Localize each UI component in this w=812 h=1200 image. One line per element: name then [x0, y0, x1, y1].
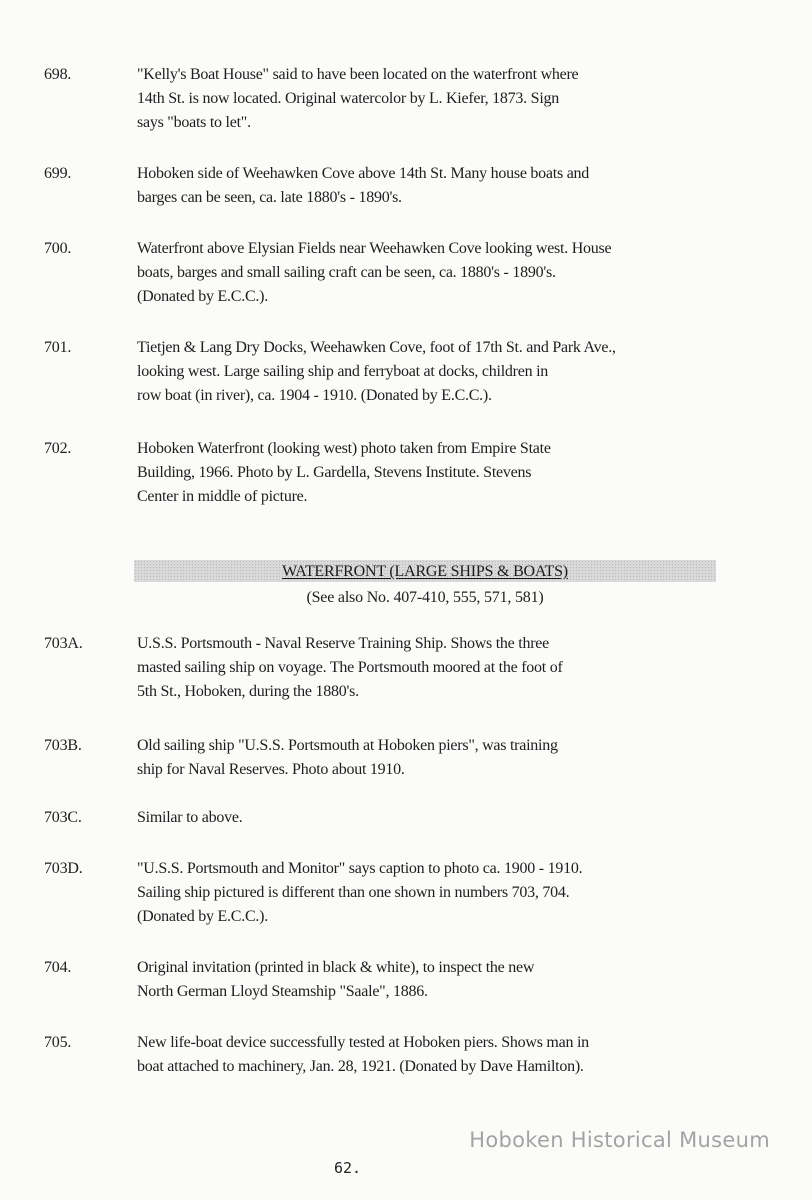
entry-line: Hoboken Waterfront (looking west) photo taken from Empire State [137, 440, 551, 457]
entry-line: ship for Naval Reserves. Photo about 1910. [137, 761, 405, 778]
entry-line: Old sailing ship "U.S.S. Portsmouth at Hoboken piers", was training [137, 737, 558, 754]
entry-line: North German Lloyd Steamship "Saale", 1886. [137, 983, 428, 1000]
entry-line: New life-boat device successfully tested at Hoboken piers. Shows man in [137, 1034, 589, 1051]
entry-number: 701. [44, 339, 72, 356]
page-number: 62. [334, 1159, 362, 1177]
museum-watermark: Hoboken Historical Museum [469, 1128, 770, 1152]
entry-line: 5th St., Hoboken, during the 1880's. [137, 683, 359, 700]
entry-line: (Donated by E.C.C.). [137, 908, 268, 925]
entry-number: 703B. [44, 737, 82, 754]
entry-line: Building, 1966. Photo by L. Gardella, Stevens Institute. Stevens [137, 464, 532, 481]
entry-line: Sailing ship pictured is different than one shown in numbers 703, 704. [137, 884, 570, 901]
entry-number: 703A. [44, 635, 83, 652]
entry-line: barges can be seen, ca. late 1880's - 1890's. [137, 189, 402, 206]
entry-line: boat attached to machinery, Jan. 28, 1921. (Donated by Dave Hamilton). [137, 1058, 584, 1075]
entry-line: says "boats to let". [137, 114, 251, 131]
entry-number: 704. [44, 959, 72, 976]
entry-line: Original invitation (printed in black & white), to inspect the new [137, 959, 535, 976]
entry-number: 703C. [44, 809, 82, 826]
section-see-also: (See also No. 407-410, 555, 571, 581) [306, 589, 544, 606]
entry-line: masted sailing ship on voyage. The Portsmouth moored at the foot of [137, 659, 563, 676]
entry-line: looking west. Large sailing ship and ferryboat at docks, children in [137, 363, 549, 380]
entry-description [137, 63, 697, 135]
entry-description [137, 734, 697, 782]
entry-number: 705. [44, 1034, 72, 1051]
entry-line: "Kelly's Boat House" said to have been located on the waterfront where [137, 66, 579, 83]
entry-number: 700. [44, 240, 72, 257]
entry-number: 699. [44, 165, 72, 182]
entry-description [137, 336, 697, 408]
entry-line: U.S.S. Portsmouth - Naval Reserve Training Ship. Shows the three [137, 635, 549, 652]
entry-line: Waterfront above Elysian Fields near Weehawken Cove looking west. House [137, 240, 612, 257]
entry-number: 702. [44, 440, 72, 457]
entry-line: Hoboken side of Weehawken Cove above 14th St. Many house boats and [137, 165, 590, 182]
entry-number: 703D. [44, 860, 83, 877]
entry-line: Similar to above. [137, 809, 243, 826]
entry-line: 14th St. is now located. Original watercolor by L. Kiefer, 1873. Sign [137, 90, 560, 107]
entry-description [137, 437, 697, 509]
entry-line: (Donated by E.C.C.). [137, 288, 268, 305]
entry-description [137, 857, 697, 929]
section-title: WATERFRONT (LARGE SHIPS & BOATS) [134, 560, 716, 582]
entry-line: Tietjen & Lang Dry Docks, Weehawken Cove, foot of 17th St. and Park Ave., [137, 339, 616, 356]
entry-line: "U.S.S. Portsmouth and Monitor" says caption to photo ca. 1900 - 1910. [137, 860, 583, 877]
entry-line: row boat (in river), ca. 1904 - 1910. (Donated by E.C.C.). [137, 387, 492, 404]
entry-description [137, 806, 697, 830]
entry-line: Center in middle of picture. [137, 488, 308, 505]
entry-description [137, 956, 697, 1004]
entry-line: boats, barges and small sailing craft can be seen, ca. 1880's - 1890's. [137, 264, 556, 281]
entry-description [137, 632, 697, 704]
entry-description [137, 1031, 697, 1079]
entry-description [137, 162, 697, 210]
entry-description [137, 237, 697, 309]
entry-number: 698. [44, 66, 72, 83]
